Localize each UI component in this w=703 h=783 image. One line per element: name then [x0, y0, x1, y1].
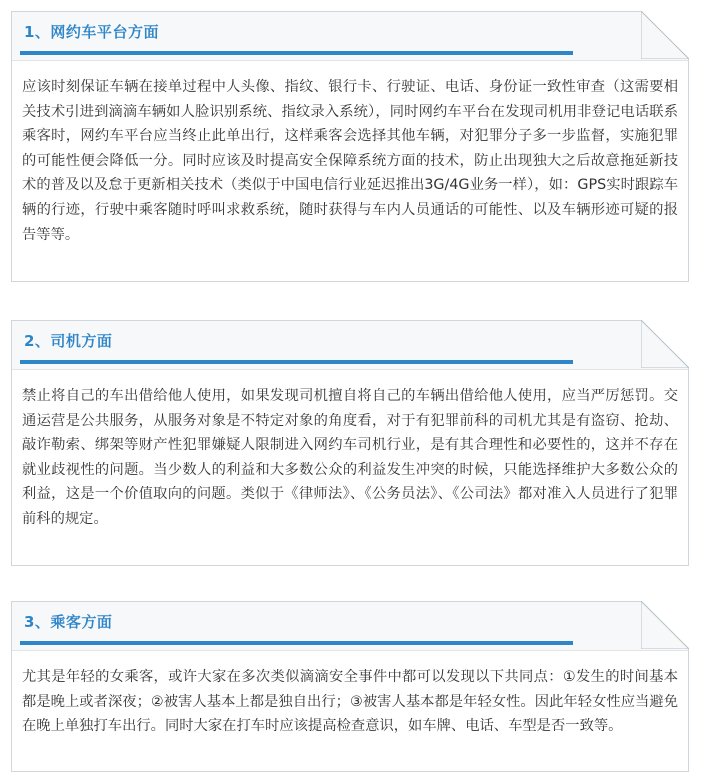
- section-body: [12, 60, 688, 281]
- section-header: [12, 321, 688, 369]
- section-header: [12, 602, 688, 650]
- section-card-driver: [11, 320, 689, 566]
- section-card-passenger: [11, 601, 689, 772]
- page-fold-corner-icon: [641, 601, 689, 649]
- section-body: [12, 369, 688, 565]
- section-text: 禁止将自己的车出借给他人使用，如果发现司机擅自将自己的车辆出借给他人使用，应当严厉惩罚。交通运营是公共服务，从服务对象是不特定对象的角度看，对于有犯罪前科的司机尤其是有盗窃、抢劫、敲诈勒索、绑架等财产性犯罪嫌疑人限制进入网约车司机行业，是有其合理性和必要性的，这并不存在就业歧视性的问题。当少数人的利益和大多数公众的利益发生冲突的时候，只能选择维护大多数公众的利益，这是一个价值取向的问题。类似于《律师法》、《公务员法》、《公司法》都对准入人员进行了犯罪前科的规定。: [22, 388, 678, 527]
- section-text: 尤其是年轻的女乘客，或许大家在多次类似滴滴安全事件中都可以发现以下共同点：①发生的时间基本都是晚上或者深夜；②被害人基本上都是独自出行；③被害人基本都是年轻女性。因此年轻女性应当避免在晚上单独打车出行。同时大家在打车时应该提高检查意识，如车牌、电话、车型是否一致等。: [22, 669, 678, 735]
- section-title: 1、网约车平台方面: [24, 23, 159, 41]
- page-fold-corner-icon: [641, 320, 689, 368]
- section-body: [12, 650, 688, 771]
- page-fold-corner-icon: [641, 11, 689, 59]
- section-header: [12, 12, 688, 60]
- title-underline: [20, 360, 573, 364]
- section-card-platform: [11, 11, 689, 282]
- section-title: 3、乘客方面: [24, 613, 113, 631]
- section-text: 应该时刻保证车辆在接单过程中人头像、指纹、银行卡、行驶证、电话、身份证一致性审查（这需要相关技术引进到滴滴车辆如人脸识别系统、指纹录入系统），同时网约车平台在发现司机用非登记电话联系乘客时，网约车平台应当终止此单出行，这样乘客会选择其他车辆，对犯罪分子多一步监督，实施犯罪的可能性便会降低一分。同时应该及时提高安全保障系统方面的技术，防止出现独大之后故意拖延新技术的普及以及怠于更新相关技术（类似于中国电信行业延迟推出3G/4G业务一样），如：GPS实时跟踪车辆的行迹，行驶中乘客随时呼叫求救系统，随时获得与车内人员通话的可能性、以及车辆形迹可疑的报告等等。: [22, 79, 678, 243]
- section-title: 2、司机方面: [24, 332, 113, 350]
- title-underline: [20, 51, 573, 55]
- title-underline: [20, 641, 573, 645]
